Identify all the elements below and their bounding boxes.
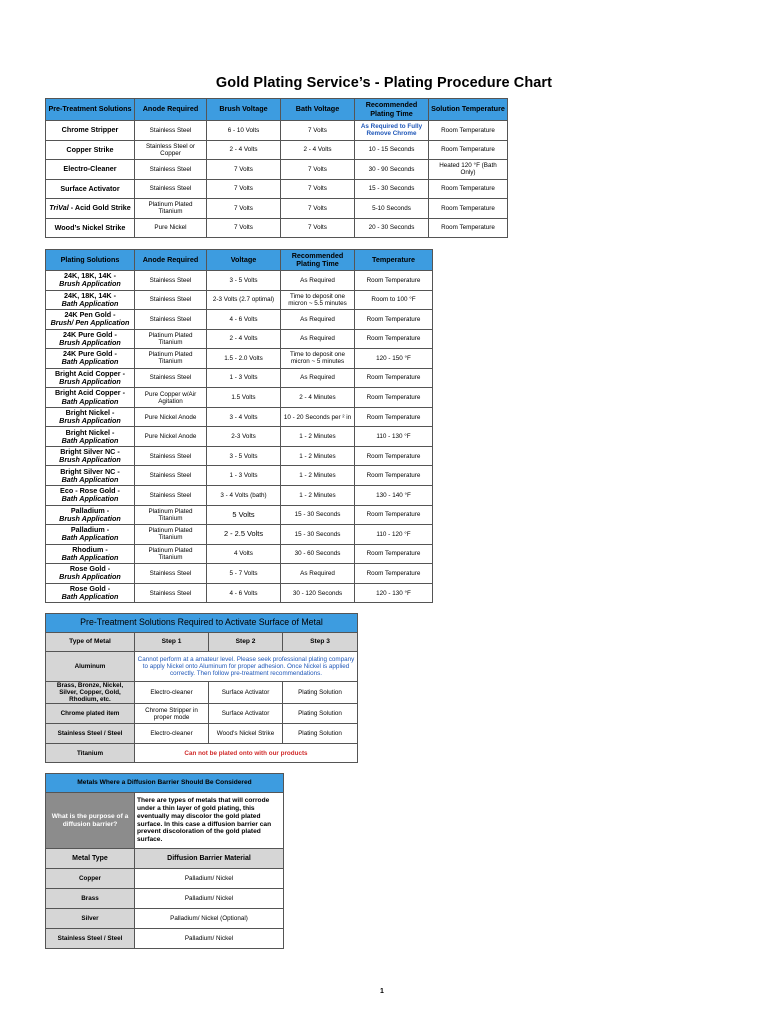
time-cell: 10 - 20 Seconds per ² in [281,407,355,427]
application-type: Brush Application [59,279,121,289]
application-type: Bath Application [61,552,119,562]
time-cell: As Required [281,368,355,388]
temp-cell: Room Temperature [429,218,508,238]
time-cell: 1 - 2 Minutes [281,427,355,447]
voltage-cell: 1 - 3 Volts [207,466,281,486]
solution-name-text: - Acid Gold Strike [70,203,131,213]
solution-name [46,368,135,388]
anode-cell: Stainless Steel [135,121,207,141]
solution-name: Electro-Cleaner [46,160,135,180]
table-row [46,583,433,603]
anode-cell: Stainless Steel [135,179,207,199]
solution-name [46,583,135,603]
metal-type-cell: Stainless Steel / Steel [46,724,135,744]
table-row [46,909,284,929]
application-type: Brush Application [59,513,121,523]
step-cell: Electro-cleaner [135,724,209,744]
temp-cell: Room Temperature [355,446,433,466]
table-row [46,889,284,909]
solution-name-text: Bright Silver NC - [60,447,120,457]
page-number: 1 [380,988,384,995]
metal-type-cell: Titanium [46,744,135,763]
anode-cell: Platinum Plated Titanium [135,349,207,369]
table-row [46,486,433,506]
header-cell: Metal Type [46,849,135,869]
table-row [46,466,433,486]
step-cell: Plating Solution [283,724,358,744]
header-cell: Recommended Plating Time [355,99,429,121]
table-row [46,544,433,564]
solution-name: Surface Activator [46,179,135,199]
anode-cell: Stainless Steel [135,310,207,330]
voltage-cell: 3 - 5 Volts [207,446,281,466]
voltage-cell: 2-3 Volts [207,427,281,447]
anode-cell: Stainless Steel [135,486,207,506]
barrier-cell: Palladium/ Nickel [135,929,284,949]
temp-cell: Room Temperature [355,505,433,525]
activate-surface-table [45,613,358,763]
anode-cell: Platinum Plated Titanium [135,505,207,525]
voltage-cell: 5 - 7 Volts [207,564,281,584]
metal-type-cell: Stainless Steel / Steel [46,929,135,949]
application-type: Brush Application [59,455,121,465]
anode-cell: Stainless Steel or Copper [135,140,207,160]
solution-name-text: 24K Pure Gold - [63,329,117,339]
step-cell: Plating Solution [283,704,358,724]
anode-cell: Stainless Steel [135,564,207,584]
temp-cell: Room Temperature [355,388,433,408]
temp-cell: Room Temperature [355,466,433,486]
brush-cell: 2 - 4 Volts [207,140,281,160]
time-cell: Time to deposit one micron ~ 5.5 minutes [281,290,355,310]
anode-cell: Platinum Plated Titanium [135,544,207,564]
table-row [46,368,433,388]
header-cell: Pre-Treatment Solutions [46,99,135,121]
voltage-cell: 2-3 Volts (2.7 optimal) [207,290,281,310]
header-cell: Brush Voltage [207,99,281,121]
voltage-cell: 3 - 4 Volts [207,407,281,427]
time-cell: As Required to Fully Remove Chrome [355,121,429,141]
diffusion-question: What is the purpose of a diffusion barrier? [46,793,135,849]
metal-type-cell: Aluminum [46,652,135,682]
voltage-cell: 3 - 4 Volts (bath) [207,486,281,506]
metal-type-cell: Brass [46,889,135,909]
temp-cell: Room Temperature [355,544,433,564]
anode-cell: Pure Nickel Anode [135,427,207,447]
application-type: Brush Application [59,337,121,347]
pretreatment-header-row [46,99,508,121]
brush-cell: 7 Volts [207,199,281,219]
header-cell: Anode Required [135,99,207,121]
header-cell: Anode Required [135,250,207,271]
solution-name-text: Rose Gold - [69,583,111,593]
barrier-cell: Palladium/ Nickel [135,889,284,909]
solution-name-italic: TriVal [49,203,69,213]
time-cell: 1 - 2 Minutes [281,446,355,466]
time-cell: As Required [281,329,355,349]
barrier-cell: Palladium/ Nickel (Optional) [135,909,284,929]
solution-name: Chrome Stripper [46,121,135,141]
table-row [46,271,433,291]
voltage-cell: 1.5 - 2.0 Volts [207,349,281,369]
voltage-cell: 4 - 6 Volts [207,310,281,330]
solution-name-text: Palladium - [70,525,110,535]
application-type: Brush Application [59,572,121,582]
application-type: Bath Application [61,494,119,504]
bath-cell: 2 - 4 Volts [281,140,355,160]
temp-cell: 110 - 120 °F [355,525,433,545]
solution-name [46,564,135,584]
temp-cell: 120 - 130 °F [355,583,433,603]
plating-solutions-table [45,249,433,603]
temp-cell: 110 - 130 °F [355,427,433,447]
solution-name: Wood’s Nickel Strike [46,218,135,238]
time-cell: 2 - 4 Minutes [281,388,355,408]
table-row [46,310,433,330]
metal-type-cell: Silver [46,909,135,929]
table-row [46,199,508,219]
solution-name-text: Bright Acid Copper - [54,388,125,398]
step-cell: Surface Activator [209,682,283,704]
anode-cell: Pure Copper w/Air Agitation [135,388,207,408]
anode-cell: Pure Nickel [135,218,207,238]
bath-cell: 7 Volts [281,199,355,219]
temp-cell: Heated 120 °F (Bath Only) [429,160,508,180]
solution-name [46,466,135,486]
application-type: Bath Application [61,592,119,602]
diffusion-answer: There are types of metals that will corrode under a thin layer of gold plating, this eventually may discolor the gold plated surface. In this case a diffusion barrier can prevent discoloration of the gold plated surface. [135,793,284,849]
voltage-cell: 5 Volts [207,505,281,525]
solution-name-text: Palladium - [70,505,110,515]
application-type: Brush/ Pen Application [50,318,130,328]
table-row [46,121,508,141]
voltage-cell: 2 - 4 Volts [207,329,281,349]
temp-cell: 130 - 140 °F [355,486,433,506]
solution-name [46,544,135,564]
voltage-cell: 1 - 3 Volts [207,368,281,388]
table-row [46,929,284,949]
application-type: Bath Application [61,435,119,445]
solution-name [46,310,135,330]
temp-cell: Room Temperature [429,179,508,199]
table-row [46,869,284,889]
header-cell: Type of Metal [46,633,135,652]
brush-cell: 7 Volts [207,218,281,238]
solution-name [46,407,135,427]
application-type: Bath Application [61,474,119,484]
temp-cell: Room Temperature [355,564,433,584]
table-row [46,564,433,584]
header-cell: Solution Temperature [429,99,508,121]
temp-cell: Room Temperature [429,199,508,219]
application-type: Brush Application [59,416,121,426]
anode-cell: Stainless Steel [135,466,207,486]
header-cell: Recommended Plating Time [281,250,355,271]
solution-name [46,525,135,545]
titanium-note: Can not be plated onto with our products [135,744,358,763]
table-row [46,140,508,160]
anode-cell: Platinum Plated Titanium [135,525,207,545]
anode-cell: Pure Nickel Anode [135,407,207,427]
application-type: Bath Application [61,298,119,308]
solution-name-text: 24K, 18K, 14K - [64,271,116,281]
solution-name [46,349,135,369]
table-row [46,704,358,724]
time-cell: As Required [281,271,355,291]
page-title: Gold Plating Service’s - Plating Procedure Chart [215,75,553,91]
table-row [46,724,358,744]
temp-cell: Room Temperature [429,140,508,160]
temp-cell: Room Temperature [355,271,433,291]
activate-title: Pre-Treatment Solutions Required to Activate Surface of Metal [46,614,358,633]
step-cell: Plating Solution [283,682,358,704]
pretreatment-table [45,98,508,238]
temp-cell: Room Temperature [355,310,433,330]
time-cell: 30 - 60 Seconds [281,544,355,564]
temp-cell: Room Temperature [355,407,433,427]
table-row [46,179,508,199]
aluminum-note: Cannot perform at a amateur level. Please seek professional plating company to apply Nickel onto Aluminum for proper adhesion. Once Nickel is applied correctly. Then follow pre-treatment recommendations. [135,652,358,682]
table-row [46,682,358,704]
solution-name [46,329,135,349]
time-cell: Time to deposit one micron ~ 5 minutes [281,349,355,369]
temp-cell: Room Temperature [355,329,433,349]
solution-name: Copper Strike [46,140,135,160]
metal-type-cell: Chrome plated item [46,704,135,724]
bath-cell: 7 Volts [281,121,355,141]
table-row [46,160,508,180]
diffusion-title: Metals Where a Diffusion Barrier Should Be Considered [46,774,284,793]
solution-name-text: Rhodium - [72,544,108,554]
anode-cell: Stainless Steel [135,368,207,388]
voltage-cell: 1.5 Volts [207,388,281,408]
table-row [46,427,433,447]
time-cell: As Required [281,564,355,584]
time-cell: 15 - 30 Seconds [281,505,355,525]
time-cell: As Required [281,310,355,330]
temp-cell: 120 - 150 °F [355,349,433,369]
table-row [46,218,508,238]
solution-name-text: Bright Nickel - [65,427,115,437]
step-cell: Electro-cleaner [135,682,209,704]
solution-name [46,271,135,291]
solution-name [46,486,135,506]
barrier-cell: Palladium/ Nickel [135,869,284,889]
time-cell: 15 - 30 Seconds [281,525,355,545]
application-type: Brush Application [59,377,121,386]
anode-cell: Stainless Steel [135,583,207,603]
solution-name-text: 24K, 18K, 14K - [64,290,116,300]
header-cell: Step 1 [135,633,209,652]
time-cell: 30 - 120 Seconds [281,583,355,603]
brush-cell: 7 Volts [207,179,281,199]
metal-type-cell: Copper [46,869,135,889]
solution-name-text: Bright Acid Copper - [54,368,125,378]
application-type: Bath Application [61,533,119,543]
time-cell: 20 - 30 Seconds [355,218,429,238]
solution-name-text: Bright Nickel - [65,408,115,418]
solution-name-text: Eco - Rose Gold - [60,486,120,496]
header-cell: Step 2 [209,633,283,652]
solution-name-text: Bright Silver NC - [60,466,120,476]
table-row [46,290,433,310]
header-cell: Plating Solutions [46,250,135,271]
bath-cell: 7 Volts [281,179,355,199]
anode-cell: Stainless Steel [135,290,207,310]
temp-cell: Room Temperature [429,121,508,141]
plating-header-row [46,250,433,271]
time-cell: 10 - 15 Seconds [355,140,429,160]
table-row [46,349,433,369]
anode-cell: Platinum Plated Titanium [135,329,207,349]
voltage-cell: 4 Volts [207,544,281,564]
solution-name [46,388,135,408]
solution-name-text: 24K Pure Gold - [63,349,117,359]
time-cell: 1 - 2 Minutes [281,486,355,506]
anode-cell: Platinum Plated Titanium [135,199,207,219]
brush-cell: 7 Volts [207,160,281,180]
header-cell: Temperature [355,250,433,271]
table-row [46,446,433,466]
solution-name [46,446,135,466]
solution-name-text: 24K Pen Gold - [64,310,116,320]
step-cell: Wood's Nickel Strike [209,724,283,744]
temp-cell: Room to 100 °F [355,290,433,310]
solution-name [46,199,135,219]
time-cell: 5-10 Seconds [355,199,429,219]
anode-cell: Stainless Steel [135,160,207,180]
header-cell: Voltage [207,250,281,271]
anode-cell: Stainless Steel [135,446,207,466]
brush-cell: 6 - 10 Volts [207,121,281,141]
time-cell: 30 - 90 Seconds [355,160,429,180]
anode-cell: Stainless Steel [135,271,207,291]
bath-cell: 7 Volts [281,160,355,180]
step-cell: Chrome Stripper in proper mode [135,704,209,724]
time-cell: 1 - 2 Minutes [281,466,355,486]
metal-type-cell: Brass, Bronze, Nickel, Silver, Copper, Gold, Rhodium, etc. [46,682,135,704]
bath-cell: 7 Volts [281,218,355,238]
solution-name [46,427,135,447]
voltage-cell: 4 - 6 Volts [207,583,281,603]
header-cell: Bath Voltage [281,99,355,121]
solution-name [46,290,135,310]
time-cell: 15 - 30 Seconds [355,179,429,199]
table-row [46,388,433,408]
voltage-cell: 3 - 5 Volts [207,271,281,291]
diffusion-barrier-table [45,773,284,949]
table-row [46,407,433,427]
solution-name-text: Rose Gold - [69,564,111,574]
header-cell: Diffusion Barrier Material [135,849,284,869]
solution-name [46,505,135,525]
table-row [46,525,433,545]
application-type: Bath Application [61,357,119,367]
temp-cell: Room Temperature [355,368,433,388]
voltage-cell: 2 - 2.5 Volts [207,525,281,545]
table-row [46,329,433,349]
application-type: Bath Application [61,396,119,406]
step-cell: Surface Activator [209,704,283,724]
table-row [46,505,433,525]
header-cell: Step 3 [283,633,358,652]
